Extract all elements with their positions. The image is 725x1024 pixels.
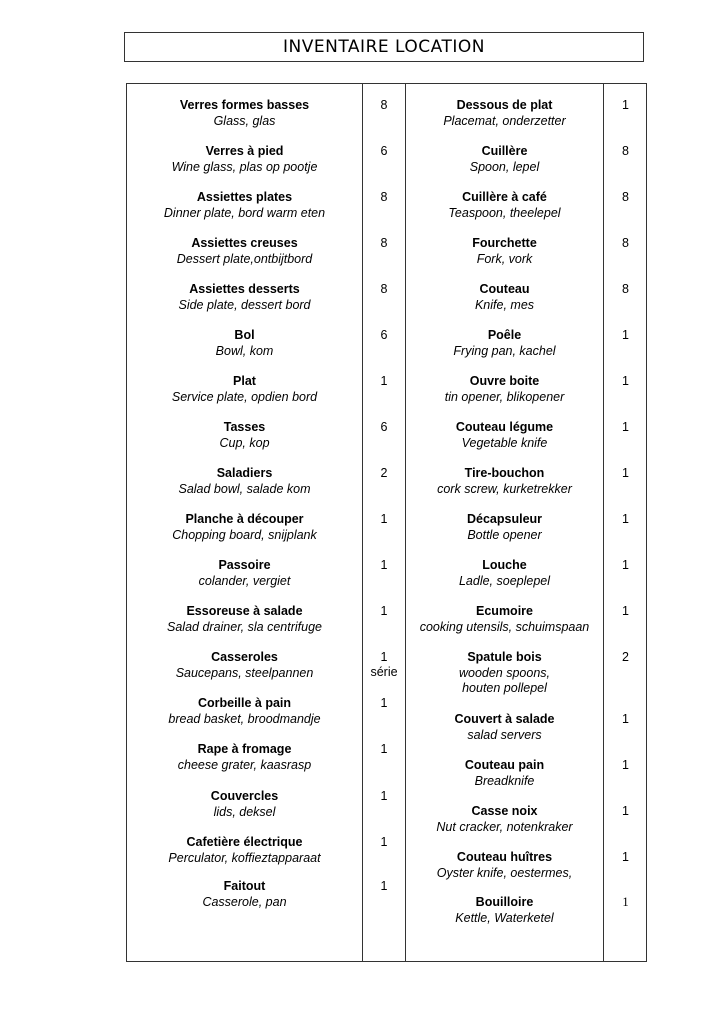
item-translation: Side plate, dessert bord [178,297,311,312]
item-translation: Ladle, soeplepel [458,573,551,588]
item-entry [406,712,603,743]
item-entry [127,742,362,773]
quantity-value: 1 [622,420,629,434]
quantity-value: 2 [622,650,629,664]
item-entry [127,466,362,497]
item-name-fr: Passoire [218,558,271,572]
item-translation: salad servers [467,727,542,742]
item-quantity [363,604,405,619]
item-quantity [604,758,647,773]
quantity-value: 1 [622,604,629,618]
item-name-fr: Couvert à salade [454,712,555,726]
item-quantity [604,144,647,159]
item-entry [406,650,603,697]
quantity-value: 1 [380,879,388,893]
item-entry [127,789,362,820]
quantity-value: 1 [380,835,388,849]
item-entry [127,604,362,635]
item-entry [406,604,603,635]
item-translation: Frying pan, kachel [453,343,556,358]
item-translation: Oyster knife, oestermes, [436,865,573,880]
item-entry [127,236,362,267]
item-name-fr: Poêle [487,328,522,342]
item-name-fr: Tire-bouchon [464,466,545,480]
item-translation: Breadknife [474,773,535,788]
item-name-fr: Verres formes basses [179,98,310,112]
quantity-value: 1 [380,558,388,572]
item-name-fr: Cafetière électrique [186,835,303,849]
item-name-fr: Verres à pied [205,144,284,158]
item-entry [127,328,362,359]
item-translation: Saucepans, steelpannen [175,665,314,680]
item-quantity [363,558,405,573]
item-quantity [604,650,647,665]
item-quantity [604,512,647,527]
item-translation: bread basket, broodmandje [168,711,321,726]
item-translation: Spoon, lepel [469,159,540,174]
quantity-value: 1 [380,789,388,803]
item-name-fr: Cuillère à café [462,190,547,204]
item-name-fr: Assiettes desserts [189,282,300,296]
item-translation: Wine glass, plas op pootje [171,159,318,174]
item-translation: colander, vergiet [198,573,291,588]
item-quantity [363,236,405,251]
item-translation: Dessert plate,ontbijtbord [176,251,313,266]
quantity-value: 1 [622,850,629,864]
item-name-fr: Bol [234,328,255,342]
quantity-value: 1 [622,712,629,726]
item-translation: Placemat, onderzetter [443,113,566,128]
item-entry [406,758,603,789]
quantity-value: 8 [380,98,388,112]
quantity-value: 1 [380,742,388,756]
page-title: INVENTAIRE LOCATION [124,32,644,62]
item-entry [127,98,362,129]
item-translation: Salad bowl, salade kom [178,481,311,496]
item-name-fr: Couteau [479,282,530,296]
item-translation: cheese grater, kaasrasp [177,757,312,772]
item-translation: houten pollepel [462,681,547,695]
item-entry [127,558,362,589]
item-name-fr: Louche [482,558,527,572]
item-quantity [363,879,405,894]
item-quantity [363,282,405,297]
item-quantity [604,282,647,297]
item-entry [127,512,362,543]
quantity-value: 8 [622,190,629,204]
quantity-value: 1 [622,328,629,342]
item-translation: wooden spoons, [458,665,551,680]
item-translation: Casserole, pan [202,894,287,909]
item-entry [406,850,603,881]
item-quantity [604,804,647,819]
item-quantity [363,696,405,711]
item-name-fr: Ouvre boite [469,374,540,388]
quantity-value: 1 [380,512,388,526]
item-name-fr: Tasses [223,420,266,434]
item-translation: Dinner plate, bord warm eten [163,205,326,220]
item-quantity [363,144,405,159]
item-name-fr: Planche à découper [185,512,304,526]
quantity-value: 6 [380,144,388,158]
item-entry [127,190,362,221]
item-quantity [604,374,647,389]
quantity-value: 1 [622,758,629,772]
item-name-fr: Ecumoire [476,604,533,618]
item-entry [127,282,362,313]
item-translation: Nut cracker, notenkraker [436,819,573,834]
item-quantity [363,190,405,205]
quantity-value: 1 [380,374,388,388]
item-quantity [604,190,647,205]
item-quantity [604,236,647,251]
item-entry [406,98,603,129]
item-entry [406,420,603,451]
item-quantity [363,374,405,389]
item-entry [127,650,362,681]
quantity-value: 1 [622,466,629,480]
item-quantity [363,835,405,850]
item-name-fr: Couteau légume [455,420,554,434]
quantity-value: 1 [380,604,388,618]
item-translation: Fork, vork [476,251,533,266]
item-translation: Knife, mes [474,297,535,312]
item-name-fr: Saladiers [216,466,273,480]
item-name-fr: Couteau huîtres [456,850,553,864]
item-name-fr: Bouilloire [475,895,534,909]
quantity-value: 1 [622,804,629,818]
item-quantity [604,420,647,435]
item-name-fr: Rape à fromage [197,742,292,756]
quantity-value: 1 [622,512,629,526]
item-translation: lids, deksel [213,804,276,819]
item-name-fr: Couvercles [210,789,279,803]
item-name-fr: Faitout [223,879,266,893]
item-entry [127,835,362,866]
item-translation: Glass, glas [213,113,276,128]
item-quantity [604,98,647,113]
quantity-value: 1 [622,895,629,909]
item-translation: Bottle opener [467,527,542,542]
item-entry [406,328,603,359]
item-translation: Service plate, opdien bord [171,389,318,404]
item-translation: Cup, kop [219,435,270,450]
item-quantity [363,742,405,757]
item-name-fr: Corbeille à pain [197,696,292,710]
item-entry [406,236,603,267]
item-name-fr: Couteau pain [464,758,545,772]
quantity-value: 8 [380,236,388,250]
item-translation: cork screw, kurketrekker [437,481,572,496]
item-entry [406,558,603,589]
item-quantity [363,512,405,527]
quantity-value: 1 [622,98,629,112]
item-name-fr: Casse noix [471,804,538,818]
item-translation: tin opener, blikopener [444,389,565,404]
item-name-fr: Cuillère [481,144,528,158]
quantity-value: 1 [622,558,629,572]
quantity-value: 2 [380,466,388,480]
quantity-value: 8 [622,144,629,158]
quantity-value: 8 [380,282,388,296]
quantity-value: 8 [622,282,629,296]
item-translation: Vegetable knife [461,435,548,450]
item-name-fr: Spatule bois [467,650,542,664]
item-entry [406,190,603,221]
item-quantity [604,850,647,865]
item-quantity [363,420,405,435]
item-quantity [363,98,405,113]
item-name-fr: Fourchette [472,236,537,250]
item-entry [406,895,603,926]
quantity-value: 8 [380,190,388,204]
item-name-fr: Dessous de plat [456,98,553,112]
item-quantity [604,604,647,619]
item-quantity [604,712,647,727]
item-entry [406,804,603,835]
item-quantity [363,650,405,680]
item-entry [406,144,603,175]
item-name-fr: Décapsuleur [466,512,543,526]
quantity-value: 1 [622,374,629,388]
item-name-fr: Casseroles [211,650,278,664]
item-entry [406,466,603,497]
item-translation: Perculator, koffieztapparaat [168,850,321,865]
quantity-value: 6 [380,420,388,434]
item-translation: Bowl, kom [215,343,274,358]
item-quantity [604,558,647,573]
quantity-value: 8 [622,236,629,250]
item-name-fr: Essoreuse à salade [186,604,303,618]
quantity-value: 1 [380,696,388,710]
item-name-fr: Assiettes plates [196,190,293,204]
item-translation: Kettle, Waterketel [455,910,554,925]
item-translation: cooking utensils, schuimspaan [419,619,590,634]
item-quantity [604,466,647,481]
item-entry [127,420,362,451]
quantity-unit: série [370,665,398,679]
item-entry [406,282,603,313]
quantity-value: 6 [380,328,388,342]
item-translation: Salad drainer, sla centrifuge [167,619,322,634]
item-name-fr: Assiettes creuses [191,236,298,250]
item-quantity [363,789,405,804]
item-entry [406,374,603,405]
item-name-fr: Plat [233,374,256,388]
item-translation: Teaspoon, theelepel [448,205,561,220]
inventory-table [126,83,647,962]
item-entry [127,696,362,727]
item-entry [127,374,362,405]
item-entry [406,512,603,543]
item-quantity [604,328,647,343]
quantity-value: 1 [380,650,388,664]
item-entry [127,879,362,910]
item-entry [127,144,362,175]
item-quantity [604,895,647,910]
item-translation: Chopping board, snijplank [172,527,317,542]
item-quantity [363,466,405,481]
item-quantity [363,328,405,343]
